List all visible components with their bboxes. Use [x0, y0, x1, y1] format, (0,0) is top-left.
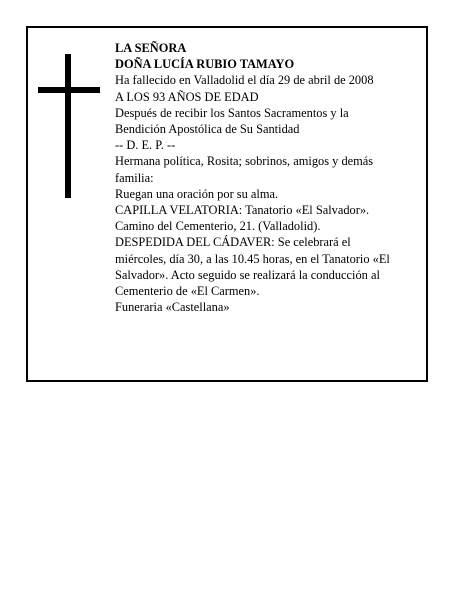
- cross-horizontal-bar: [38, 87, 100, 93]
- sacraments-statement: Después de recibir los Santos Sacramentos y la Bendición Apostólica de Su Santidad: [115, 105, 349, 137]
- age-statement: A LOS 93 AÑOS DE EDAD: [115, 89, 259, 104]
- cross-vertical-bar: [65, 54, 71, 198]
- dep-line: -- D. E. P. --: [115, 138, 176, 153]
- funeral-home: Funeraria «Castellana»: [115, 300, 230, 315]
- family-statement: Hermana política, Rosita; sobrinos, amigos y demás familia:: [115, 154, 374, 185]
- chapel-info: CAPILLA VELATORIA: Tanatorio «El Salvador». Camino del Cementerio, 21. (Valladolid).: [115, 203, 370, 234]
- deceased-name: DOÑA LUCÍA RUBIO TAMAYO: [115, 57, 295, 72]
- prayer-request: Ruegan una oración por su alma.: [115, 186, 279, 201]
- death-statement: Ha fallecido en Valladolid el día 29 de abril de 2008: [115, 73, 374, 88]
- title-line-1: LA SEÑORA: [115, 41, 187, 55]
- farewell-info: DESPEDIDA DEL CÁDAVER: Se celebrará el miércoles, día 30, a las 10.45 horas, en el Tanatorio «El Salvador». Acto seguido se realizará la conducción al Cementerio de «El Carmen».: [115, 235, 390, 299]
- obituary-text: [115, 40, 415, 315]
- cross-icon: [38, 54, 100, 198]
